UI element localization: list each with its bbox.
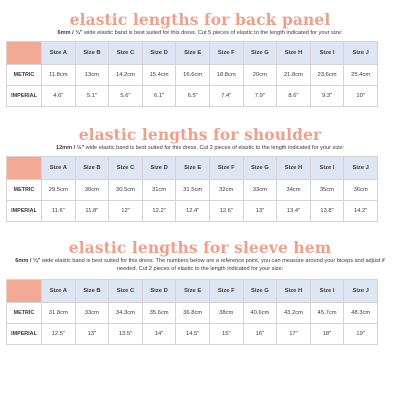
table-cell: 31.8cm (42, 303, 76, 324)
header-row (7, 157, 378, 180)
table-cell: 14" (142, 324, 176, 345)
table-cell: 14.2" (344, 201, 378, 222)
table-cell: 20cm (243, 65, 277, 86)
sleeve-hem-section (0, 240, 400, 345)
table-cell: 13" (75, 324, 109, 345)
table-cell: 19" (344, 324, 378, 345)
table-cell: 31.5cm (176, 180, 210, 201)
table-cell: 14.2cm (109, 65, 143, 86)
table-cell: 11.8cm (42, 65, 76, 86)
table-cell: 34cm (277, 180, 311, 201)
table-cell: 30.5cm (109, 180, 143, 201)
table-cell: 35cm (310, 180, 344, 201)
shoulder-note-text: wide elastic band is best suited for this dress. Cut 2 pieces of elastic to the length indicated for your size: (84, 145, 345, 151)
back-panel-title: elastic lengths for back panel (69, 10, 331, 29)
size-header: Size F (209, 280, 243, 303)
table-cell: 17" (277, 324, 311, 345)
metric-label: METRIC (7, 303, 42, 324)
metric-row (7, 65, 378, 86)
size-header: Size B (75, 280, 109, 303)
imperial-label: IMPERIAL (7, 324, 42, 345)
shoulder-title: elastic lengths for shoulder (78, 125, 322, 144)
metric-label: METRIC (7, 180, 42, 201)
table-cell: 32cm (209, 180, 243, 201)
table-cell: 29.5cm (42, 180, 76, 201)
metric-row (7, 180, 378, 201)
size-header: Size G (243, 42, 277, 65)
size-header: Size H (277, 157, 311, 180)
size-header: Size I (310, 42, 344, 65)
size-header: Size J (344, 280, 378, 303)
header-row (7, 280, 378, 303)
size-header: Size E (176, 280, 210, 303)
table-cell: 13.4" (277, 201, 311, 222)
header-row (7, 42, 378, 65)
table-cell: 38cm (209, 303, 243, 324)
size-header: Size F (209, 42, 243, 65)
table-cell: 6.1" (142, 86, 176, 107)
table-cell: 13" (243, 201, 277, 222)
table-cell: 33cm (75, 303, 109, 324)
size-header: Size C (109, 280, 143, 303)
size-header: Size E (176, 42, 210, 65)
table-cell: 23.6cm (310, 65, 344, 86)
table-cell: 5.1" (75, 86, 109, 107)
shoulder-note (8, 144, 392, 152)
imperial-label: IMPERIAL (7, 201, 42, 222)
table-cell: 18.8cm (209, 65, 243, 86)
table-cell: 31cm (142, 180, 176, 201)
table-cell: 33cm (243, 180, 277, 201)
table-cell: 10" (344, 86, 378, 107)
size-header: Size I (310, 280, 344, 303)
table-cell: 12" (109, 201, 143, 222)
back-panel-table (6, 41, 378, 107)
imperial-row (7, 86, 378, 107)
size-header: Size E (176, 157, 210, 180)
sleeve-hem-note-width: 6mm / ¼" (15, 258, 41, 264)
table-cell: 5.6" (109, 86, 143, 107)
size-header: Size C (109, 42, 143, 65)
size-header: Size H (277, 280, 311, 303)
table-cell: 18" (310, 324, 344, 345)
table-cell: 30cm (75, 180, 109, 201)
corner-cell (7, 42, 42, 65)
back-panel-note-text: wide elastic band is best suited for this dress. Cut 5 pieces of elastic to the length indicated for your size: (82, 30, 343, 36)
sleeve-hem-note (8, 257, 392, 273)
imperial-row (7, 201, 378, 222)
table-cell: 36.8cm (176, 303, 210, 324)
table-cell: 35.6cm (142, 303, 176, 324)
size-header: Size D (142, 42, 176, 65)
shoulder-table (6, 156, 378, 222)
back-panel-note (8, 29, 392, 37)
table-cell: 12.2" (142, 201, 176, 222)
size-header: Size A (42, 157, 76, 180)
table-cell: 12.6" (209, 201, 243, 222)
table-cell: 7.9" (243, 86, 277, 107)
size-header: Size I (310, 157, 344, 180)
size-header: Size J (344, 42, 378, 65)
table-cell: 8.6" (277, 86, 311, 107)
table-cell: 12.5" (42, 324, 76, 345)
shoulder-note-width: 12mm / ½" (55, 145, 85, 151)
table-cell: 13.5" (109, 324, 143, 345)
table-cell: 25.4cm (344, 65, 378, 86)
metric-row (7, 303, 378, 324)
table-cell: 13.8" (310, 201, 344, 222)
table-cell: 12.4" (176, 201, 210, 222)
size-header: Size J (344, 157, 378, 180)
table-cell: 6.5" (176, 86, 210, 107)
back-panel-note-width: 6mm / ¼" (57, 30, 83, 36)
size-header: Size G (243, 280, 277, 303)
size-header: Size A (42, 280, 76, 303)
size-header: Size D (142, 280, 176, 303)
size-header: Size F (209, 157, 243, 180)
table-cell: 14.5" (176, 324, 210, 345)
sleeve-hem-title: elastic lengths for sleeve hem (68, 238, 332, 257)
sleeve-hem-table (6, 279, 378, 345)
size-header: Size B (75, 42, 109, 65)
size-header: Size G (243, 157, 277, 180)
table-cell: 11.8" (75, 201, 109, 222)
shoulder-section (0, 127, 400, 222)
size-header: Size D (142, 157, 176, 180)
table-cell: 9.3" (310, 86, 344, 107)
table-cell: 15.4cm (142, 65, 176, 86)
table-cell: 7.4" (209, 86, 243, 107)
size-header: Size A (42, 42, 76, 65)
imperial-label: IMPERIAL (7, 86, 42, 107)
table-cell: 36cm (344, 180, 378, 201)
table-cell: 21.8cm (277, 65, 311, 86)
corner-cell (7, 157, 42, 180)
table-cell: 11.6" (42, 201, 76, 222)
table-cell: 16.6cm (176, 65, 210, 86)
imperial-row (7, 324, 378, 345)
table-cell: 48.3cm (344, 303, 378, 324)
table-cell: 16" (243, 324, 277, 345)
corner-cell (7, 280, 42, 303)
table-cell: 45.7cm (310, 303, 344, 324)
table-cell: 13cm (75, 65, 109, 86)
back-panel-section (0, 12, 400, 107)
sleeve-hem-note-text: wide elastic band is best suited for this dress. The numbers below are a reference point, you can measure around your biceps and adjust if needed. Cut 2 pieces of elastic to the length indicated for your size: (40, 258, 385, 272)
table-cell: 34.3cm (109, 303, 143, 324)
metric-label: METRIC (7, 65, 42, 86)
size-header: Size B (75, 157, 109, 180)
size-header: Size H (277, 42, 311, 65)
table-cell: 40.6cm (243, 303, 277, 324)
table-cell: 4.6" (42, 86, 76, 107)
table-cell: 15" (209, 324, 243, 345)
size-header: Size C (109, 157, 143, 180)
table-cell: 43.2cm (277, 303, 311, 324)
